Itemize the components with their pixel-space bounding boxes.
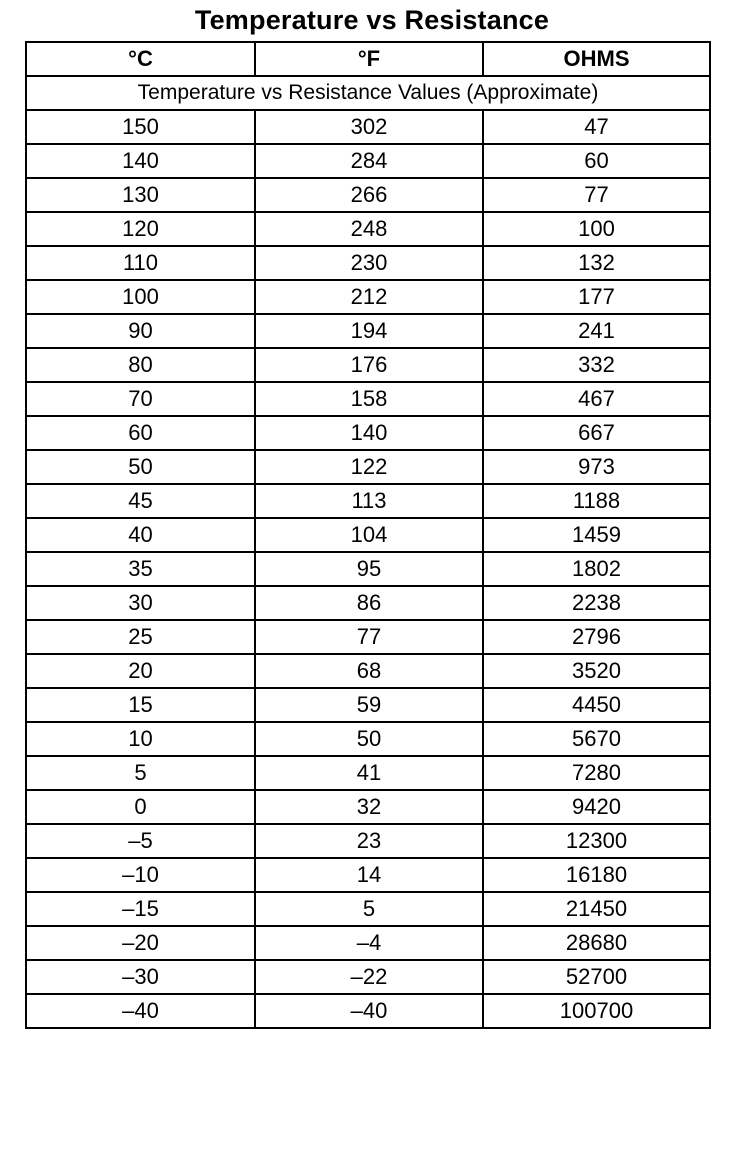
ohms-cell: 9420 [483,790,710,824]
celsius-cell: 45 [26,484,255,518]
celsius-cell: 90 [26,314,255,348]
celsius-cell: 35 [26,552,255,586]
celsius-cell: –5 [26,824,255,858]
celsius-cell: 100 [26,280,255,314]
celsius-cell: 20 [26,654,255,688]
table-row [26,246,710,280]
fahrenheit-cell: 284 [255,144,483,178]
table-row [26,450,710,484]
table-row [26,178,710,212]
table-row [26,314,710,348]
fahrenheit-cell: 77 [255,620,483,654]
fahrenheit-cell: 176 [255,348,483,382]
fahrenheit-cell: 32 [255,790,483,824]
ohms-cell: 21450 [483,892,710,926]
celsius-cell: –15 [26,892,255,926]
fahrenheit-cell: 212 [255,280,483,314]
table-row [26,586,710,620]
fahrenheit-cell: 104 [255,518,483,552]
ohms-cell: 132 [483,246,710,280]
fahrenheit-cell: 41 [255,756,483,790]
ohms-cell: 47 [483,110,710,144]
ohms-cell: 16180 [483,858,710,892]
celsius-cell: –30 [26,960,255,994]
ohms-cell: 467 [483,382,710,416]
table-subheader: Temperature vs Resistance Values (Approximate) [26,76,710,110]
table-row [26,824,710,858]
ohms-cell: 4450 [483,688,710,722]
fahrenheit-cell: 68 [255,654,483,688]
fahrenheit-cell: 230 [255,246,483,280]
table-body [26,110,710,1028]
fahrenheit-cell: –22 [255,960,483,994]
fahrenheit-cell: 248 [255,212,483,246]
fahrenheit-cell: 5 [255,892,483,926]
fahrenheit-cell: 14 [255,858,483,892]
celsius-cell: 0 [26,790,255,824]
subheader-row [26,76,710,110]
ohms-cell: 973 [483,450,710,484]
fahrenheit-cell: 302 [255,110,483,144]
celsius-cell: 110 [26,246,255,280]
table-row [26,790,710,824]
celsius-cell: –20 [26,926,255,960]
ohms-cell: 1459 [483,518,710,552]
ohms-cell: 12300 [483,824,710,858]
ohms-cell: 2238 [483,586,710,620]
ohms-cell: 28680 [483,926,710,960]
ohms-cell: 2796 [483,620,710,654]
table-row [26,416,710,450]
table-row [26,756,710,790]
table-row [26,382,710,416]
table-row [26,892,710,926]
page-title: Temperature vs Resistance [194,5,550,35]
table-row [26,110,710,144]
celsius-cell: 25 [26,620,255,654]
table-row [26,960,710,994]
celsius-cell: 15 [26,688,255,722]
celsius-cell: 140 [26,144,255,178]
celsius-cell: 80 [26,348,255,382]
celsius-cell: –40 [26,994,255,1028]
fahrenheit-cell: 122 [255,450,483,484]
fahrenheit-cell: 86 [255,586,483,620]
fahrenheit-cell: 266 [255,178,483,212]
ohms-cell: 5670 [483,722,710,756]
table-row [26,280,710,314]
ohms-cell: 3520 [483,654,710,688]
header-row [26,42,710,76]
table-row [26,654,710,688]
table-row [26,348,710,382]
celsius-cell: 130 [26,178,255,212]
table-row [26,484,710,518]
table-row [26,620,710,654]
ohms-cell: 7280 [483,756,710,790]
fahrenheit-cell: 59 [255,688,483,722]
celsius-cell: 150 [26,110,255,144]
fahrenheit-cell: 113 [255,484,483,518]
table-row [26,212,710,246]
table-row [26,926,710,960]
ohms-cell: 177 [483,280,710,314]
ohms-cell: 1188 [483,484,710,518]
table-row [26,722,710,756]
ohms-cell: 77 [483,178,710,212]
celsius-cell: 70 [26,382,255,416]
ohms-cell: 52700 [483,960,710,994]
celsius-cell: 10 [26,722,255,756]
ohms-cell: 667 [483,416,710,450]
table-row [26,518,710,552]
table-row [26,858,710,892]
celsius-cell: 120 [26,212,255,246]
fahrenheit-cell: 23 [255,824,483,858]
celsius-cell: 40 [26,518,255,552]
fahrenheit-cell: 158 [255,382,483,416]
column-header-celsius: °C [26,42,255,76]
table-row [26,994,710,1028]
ohms-cell: 332 [483,348,710,382]
celsius-cell: 5 [26,756,255,790]
ohms-cell: 100700 [483,994,710,1028]
table-row [26,144,710,178]
fahrenheit-cell: 140 [255,416,483,450]
ohms-cell: 1802 [483,552,710,586]
celsius-cell: –10 [26,858,255,892]
fahrenheit-cell: 194 [255,314,483,348]
table-row [26,552,710,586]
celsius-cell: 50 [26,450,255,484]
celsius-cell: 30 [26,586,255,620]
fahrenheit-cell: 95 [255,552,483,586]
table-row [26,688,710,722]
fahrenheit-cell: 50 [255,722,483,756]
fahrenheit-cell: –40 [255,994,483,1028]
celsius-cell: 60 [26,416,255,450]
column-header-fahrenheit: °F [255,42,483,76]
temperature-resistance-table [25,41,711,1029]
ohms-cell: 60 [483,144,710,178]
fahrenheit-cell: –4 [255,926,483,960]
column-header-ohms: OHMS [483,42,710,76]
ohms-cell: 100 [483,212,710,246]
ohms-cell: 241 [483,314,710,348]
